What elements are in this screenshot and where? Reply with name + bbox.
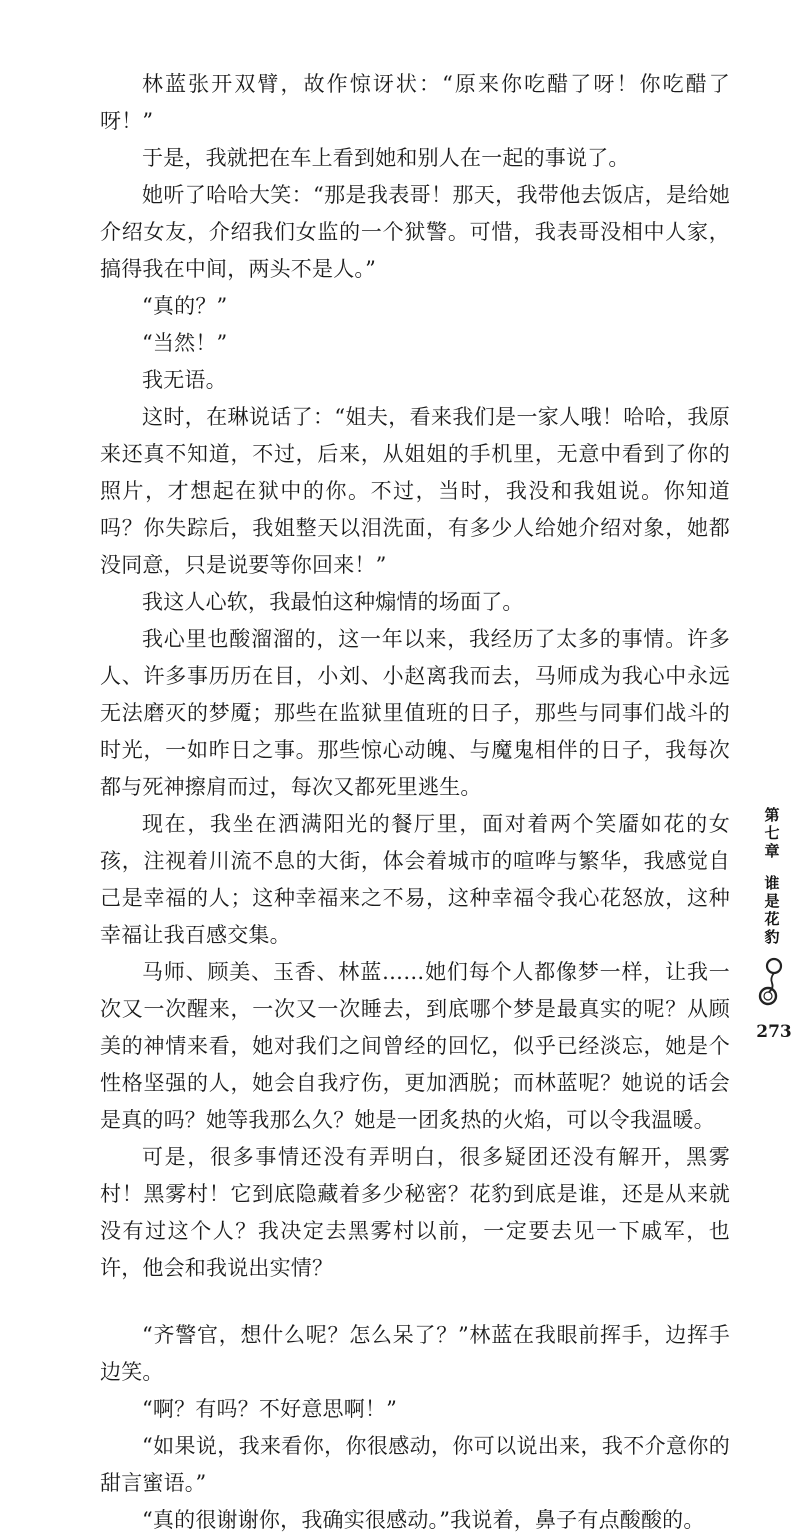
chapter-title: 谁是花豹 (764, 874, 780, 946)
paragraph: 林蓝张开双臂，故作惊讶状：“原来你吃醋了呀！你吃醋了呀！” (100, 72, 730, 133)
paragraph: 于是，我就把在车上看到她和别人在一起的事说了。 (142, 146, 630, 170)
paragraph: “齐警官，想什么呢？怎么呆了？”林蓝在我眼前挥手，边挥手边笑。 (100, 1323, 730, 1384)
paragraph: 我心里也酸溜溜的，这一年以来，我经历了太多的事情。许多人、许多事历历在目，小刘、小赵离我而去，马师成为我心中永远无法磨灭的梦魇；那些在监狱里值班的日子，那些与同事们战斗的时光，一如昨日之事。那些惊心动魄、与魔鬼相伴的日子，我每次都与死神擦肩而过，每次又都死里逃生。 (100, 627, 730, 799)
paragraph: 我这人心软，我最怕这种煽情的场面了。 (142, 590, 524, 614)
page-body (100, 66, 730, 1539)
paragraph: 这时，在琳说话了：“姐夫，看来我们是一家人哦！哈哈，我原来还真不知道，不过，后来，从姐姐的手机里，无意中看到了你的照片，才想起在狱中的你。不过，当时，我没和我姐说。你知道吗？你失踪后，我姐整天以泪洗面，有多少人给她介绍对象，她都没同意，只是说要等你回来！” (100, 405, 730, 577)
paragraph: “啊？有吗？不好意思啊！” (142, 1397, 398, 1421)
paragraph: “当然！” (142, 331, 228, 355)
chapter-sidebar (752, 806, 792, 1008)
paragraph: 她听了哈哈大笑：“那是我表哥！那天，我带他去饭店，是给她介绍女友，介绍我们女监的一个狱警。可惜，我表哥没相中人家，搞得我在中间，两头不是人。” (100, 183, 730, 281)
section-break (100, 1287, 730, 1317)
paragraph: 可是，很多事情还没有弄明白，很多疑团还没有解开，黑雾村！黑雾村！它到底隐藏着多少秘密？花豹到底是谁，还是从来就没有过这个人？我决定去黑雾村以前，一定要去见一下戚军，也许，他会和我说出实情？ (100, 1145, 730, 1280)
paragraph: 马师、顾美、玉香、林蓝……她们每个人都像梦一样，让我一次又一次醒来，一次又一次睡去，到底哪个梦是最真实的呢？从顾美的神情来看，她对我们之间曾经的回忆，似乎已经淡忘，她是个性格坚强的人，她会自我疗伤，更加洒脱；而林蓝呢？她说的话会是真的吗？她等我那么久？她是一团炙热的火焰，可以令我温暖。 (100, 960, 730, 1132)
paragraph: 我无语。 (142, 368, 227, 392)
paragraph: “真的很谢谢你，我确实很感动。”我说着，鼻子有点酸酸的。 (142, 1508, 705, 1532)
chapter-label: 第七章 (764, 806, 780, 860)
page-number: 273 (756, 1022, 792, 1042)
handcuffs-icon (755, 956, 789, 1008)
paragraph: “真的？” (142, 294, 228, 318)
paragraph: 现在，我坐在洒满阳光的餐厅里，面对着两个笑靥如花的女孩，注视着川流不息的大街，体会着城市的喧哗与繁华，我感觉自己是幸福的人；这种幸福来之不易，这种幸福令我心花怒放，这种幸福让我百感交集。 (100, 812, 730, 947)
paragraph: “如果说，我来看你，你很感动，你可以说出来，我不介意你的甜言蜜语。” (100, 1434, 730, 1495)
